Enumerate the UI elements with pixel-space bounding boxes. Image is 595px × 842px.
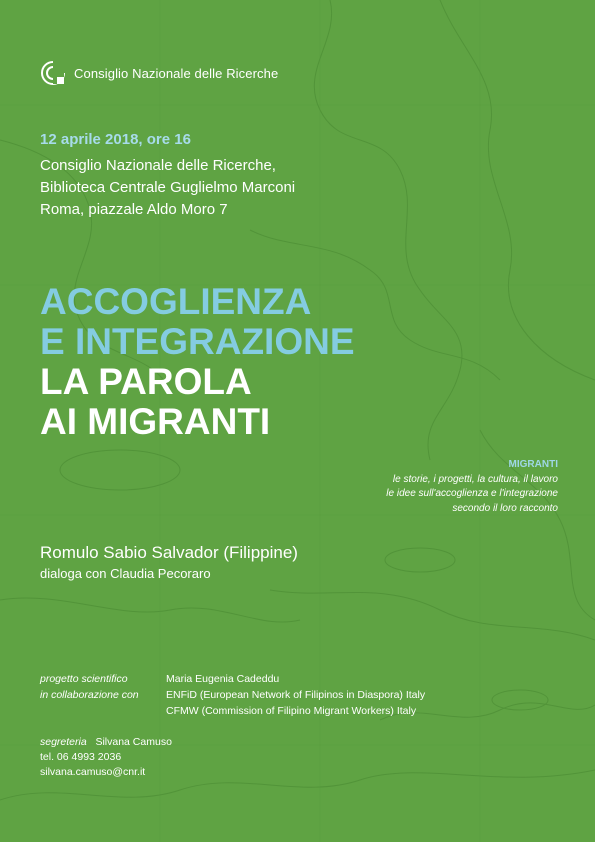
migranti-heading: MIGRANTI <box>508 459 558 470</box>
credits-block <box>40 671 425 719</box>
secretariat-name: Silvana Camuso <box>95 736 172 748</box>
migranti-block <box>386 458 558 516</box>
title-line: ACCOGLIENZA <box>40 281 312 322</box>
collab-value: ENFiD (European Network of Filipinos in Diaspora) Italy <box>166 689 426 701</box>
secretariat-row <box>40 735 172 750</box>
migranti-line: le storie, i progetti, la cultura, il lavoro <box>392 473 558 485</box>
project-row <box>40 671 425 687</box>
speaker-dialogue: dialoga con Claudia Pecoraro <box>40 566 211 581</box>
venue-line: Consiglio Nazionale delle Ricerche, <box>40 157 276 174</box>
speaker-name: Romulo Sabio Salvador (Filippine) <box>40 543 298 562</box>
event-venue <box>40 155 295 221</box>
collab-row <box>40 703 425 719</box>
venue-line: Biblioteca Centrale Guglielmo Marconi <box>40 179 296 196</box>
org-name: Consiglio Nazionale delle Ricerche <box>74 65 279 81</box>
secretariat-email[interactable]: silvana.camuso@cnr.it <box>40 766 146 778</box>
project-value: Maria Eugenia Cadeddu <box>166 673 280 685</box>
title-line: E INTEGRAZIONE <box>40 321 355 362</box>
migranti-line: le idee sull'accoglienza e l'integrazione <box>386 488 558 499</box>
secretariat-label: segreteria <box>40 736 93 748</box>
collab-label: in collaborazione con <box>40 689 139 701</box>
title-line: LA PAROLA <box>40 361 252 402</box>
header <box>40 60 278 86</box>
poster-title <box>40 282 355 442</box>
secretariat-block <box>40 735 172 780</box>
project-label: progetto scientifico <box>40 673 128 685</box>
cnr-logo-icon <box>40 60 66 86</box>
migranti-line: secondo il loro racconto <box>452 502 558 514</box>
event-date: 12 aprile 2018, ore 16 <box>40 131 191 148</box>
secretariat-phone: tel. 06 4993 2036 <box>40 751 122 763</box>
venue-line: Roma, piazzale Aldo Moro 7 <box>40 201 228 218</box>
collab-value: CFMW (Commission of Filipino Migrant Workers) Italy <box>166 705 417 717</box>
title-line: AI MIGRANTI <box>40 401 271 442</box>
speaker-block <box>40 543 298 581</box>
collab-row <box>40 687 425 703</box>
